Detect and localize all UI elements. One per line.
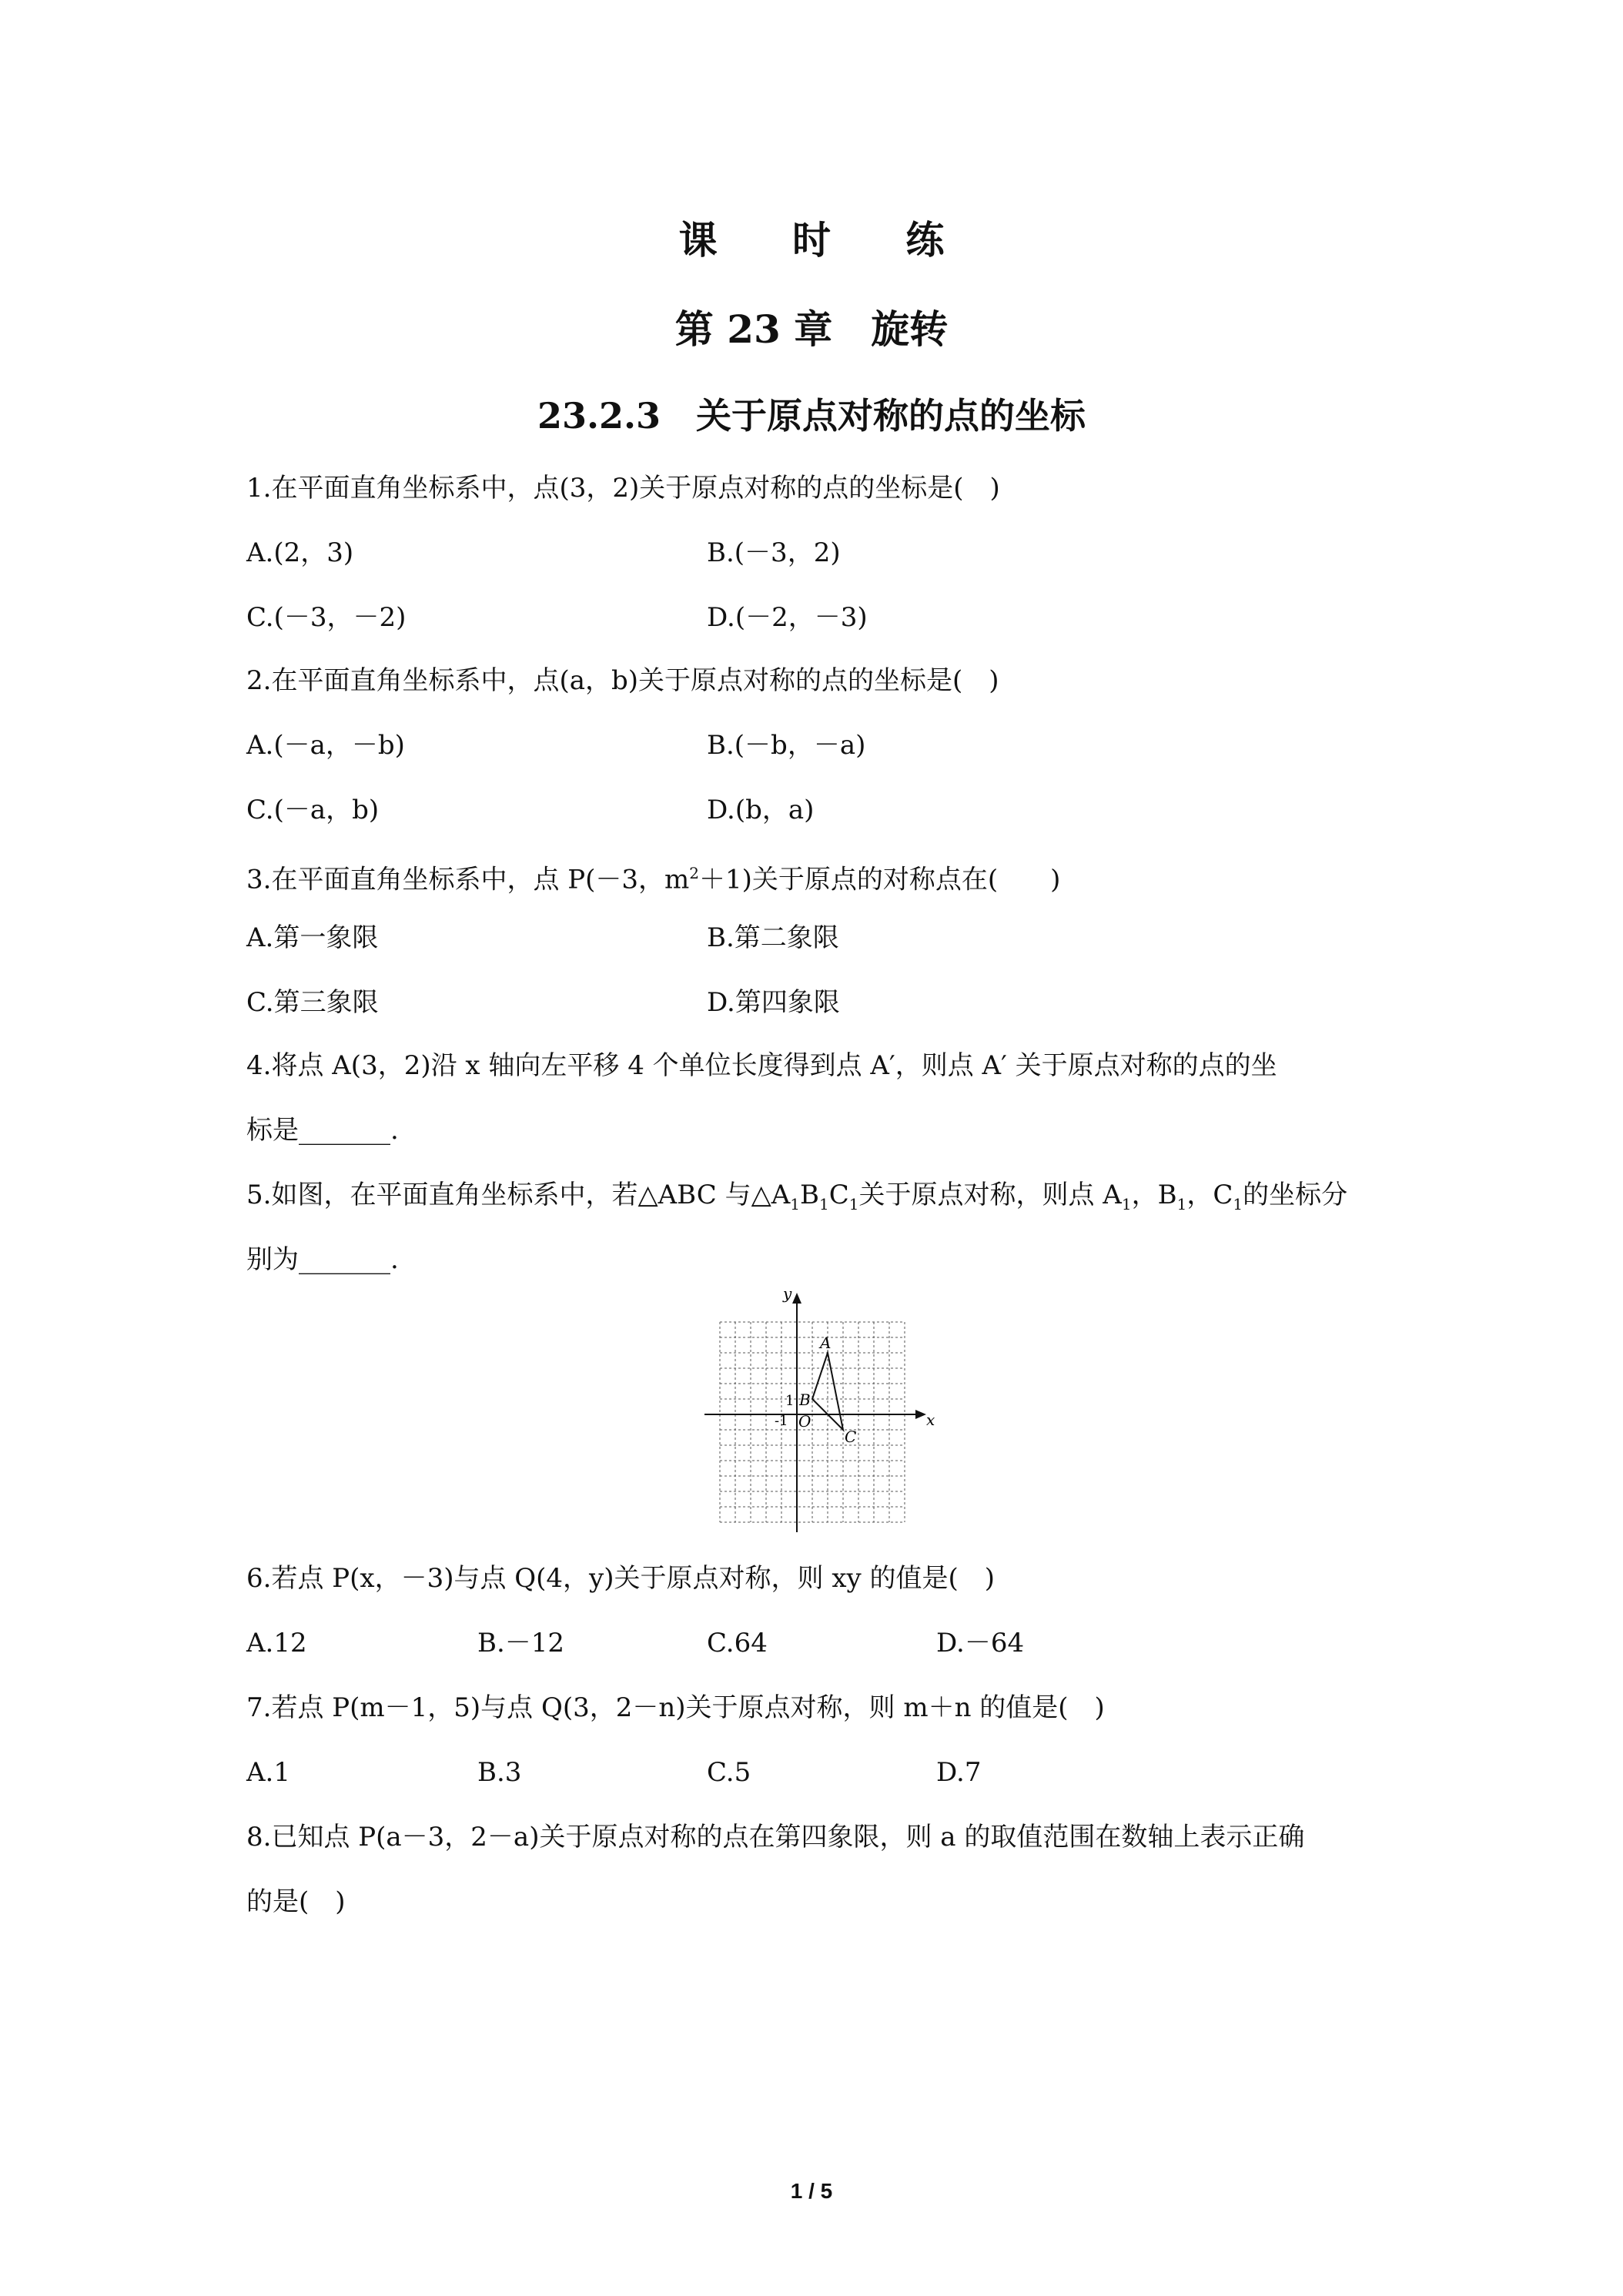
- axis-x-label: x: [926, 1411, 935, 1429]
- q5-sub-1: 1: [790, 1194, 801, 1213]
- question-2-option-c: C.(－a，b): [246, 795, 380, 825]
- question-7-option-c: C.5: [707, 1757, 751, 1788]
- coordinate-grid-figure: [697, 1282, 943, 1536]
- q5-sub-2: 1: [819, 1194, 829, 1213]
- page-number: 1 / 5: [790, 2179, 833, 2203]
- question-2-option-a: A.(－a，－b): [246, 730, 405, 761]
- question-1-stem: 1.在平面直角坐标系中，点(3，2)关于原点对称的点的坐标是( ): [246, 473, 1000, 504]
- question-2-option-b: B.(－b，－a): [707, 730, 866, 761]
- tick-label-one: 1: [785, 1393, 795, 1409]
- question-2-option-d: D.(b，a): [707, 795, 815, 825]
- question-4-line-1: 4.将点 A(3，2)沿 x 轴向左平移 4 个单位长度得到点 A′，则点 A′ 关于原点对称的点的坐: [246, 1050, 1277, 1081]
- question-4-line-2: 标是_______.: [246, 1115, 399, 1146]
- q5-sub-6: 1: [1233, 1194, 1243, 1213]
- question-6-option-d: D.－64: [936, 1628, 1025, 1658]
- page-title: 课 时 练: [678, 217, 975, 263]
- question-5-line-1: [246, 1178, 1347, 1221]
- question-7-option-a: A.1: [246, 1757, 290, 1788]
- question-3-option-c: C.第三象限: [246, 987, 379, 1018]
- question-1-option-b: B.(－3，2): [707, 537, 841, 568]
- question-7-option-b: B.3: [477, 1757, 522, 1788]
- q5-part-f: ，C: [1186, 1180, 1233, 1210]
- axis-y-label: y: [783, 1284, 792, 1303]
- origin-label: O: [798, 1412, 812, 1431]
- x-axis-arrow: [915, 1410, 926, 1419]
- question-8-line-1: 8.已知点 P(a－3，2－a)关于原点对称的点在第四象限，则 a 的取值范围在数轴上表示正确: [246, 1822, 1305, 1853]
- q5-sub-3: 1: [848, 1194, 859, 1213]
- q5-part-c: C: [828, 1180, 849, 1210]
- section-title: 23.2.3 关于原点对称的点的坐标: [537, 395, 1086, 437]
- point-b-label: B: [799, 1391, 811, 1409]
- question-1-option-c: C.(－3，－2): [246, 602, 407, 633]
- question-8-line-2: 的是( ): [246, 1886, 346, 1917]
- question-3-stem-part-a: 3.在平面直角坐标系中，点 P(－3，m: [246, 864, 690, 895]
- grid-lines: [720, 1322, 905, 1522]
- y-axis-arrow: [792, 1293, 801, 1304]
- chapter-title: 第 23 章 旋转: [674, 306, 949, 352]
- question-3-option-d: D.第四象限: [707, 987, 840, 1018]
- point-c-label: C: [845, 1427, 857, 1446]
- question-5-line-2: 别为_______.: [246, 1244, 399, 1275]
- tick-label-neg-one: -1: [775, 1413, 788, 1429]
- q5-sub-4: 1: [1121, 1194, 1132, 1213]
- question-6-option-b: B.－12: [477, 1628, 565, 1658]
- question-7-stem: 7.若点 P(m－1，5)与点 Q(3，2－n)关于原点对称，则 m＋n 的值是( ): [246, 1692, 1105, 1723]
- question-3-stem: [246, 856, 1060, 896]
- question-3-superscript: 2: [689, 864, 699, 882]
- q5-part-e: ，B: [1131, 1180, 1177, 1210]
- question-1-option-a: A.(2，3): [246, 537, 354, 568]
- question-6-option-c: C.64: [707, 1628, 768, 1658]
- q5-part-b: B: [800, 1180, 820, 1210]
- question-7-option-d: D.7: [936, 1757, 982, 1788]
- question-3-stem-part-b: ＋1)关于原点的对称点在( ): [699, 864, 1061, 895]
- question-6-stem: 6.若点 P(x，－3)与点 Q(4，y)关于原点对称，则 xy 的值是( ): [246, 1563, 996, 1594]
- question-1-option-d: D.(－2，－3): [707, 602, 868, 633]
- question-3-option-a: A.第一象限: [246, 922, 379, 953]
- question-3-option-b: B.第二象限: [707, 922, 839, 953]
- question-2-stem: 2.在平面直角坐标系中，点(a，b)关于原点对称的点的坐标是( ): [246, 665, 999, 696]
- question-6-option-a: A.12: [246, 1628, 307, 1658]
- q5-sub-5: 1: [1176, 1194, 1187, 1213]
- q5-part-g: 的坐标分: [1243, 1180, 1348, 1210]
- point-a-label: A: [820, 1334, 832, 1352]
- q5-part-a: 5.如图，在平面直角坐标系中，若△ABC 与△A: [246, 1180, 791, 1210]
- q5-part-d: 关于原点对称，则点 A: [858, 1180, 1122, 1210]
